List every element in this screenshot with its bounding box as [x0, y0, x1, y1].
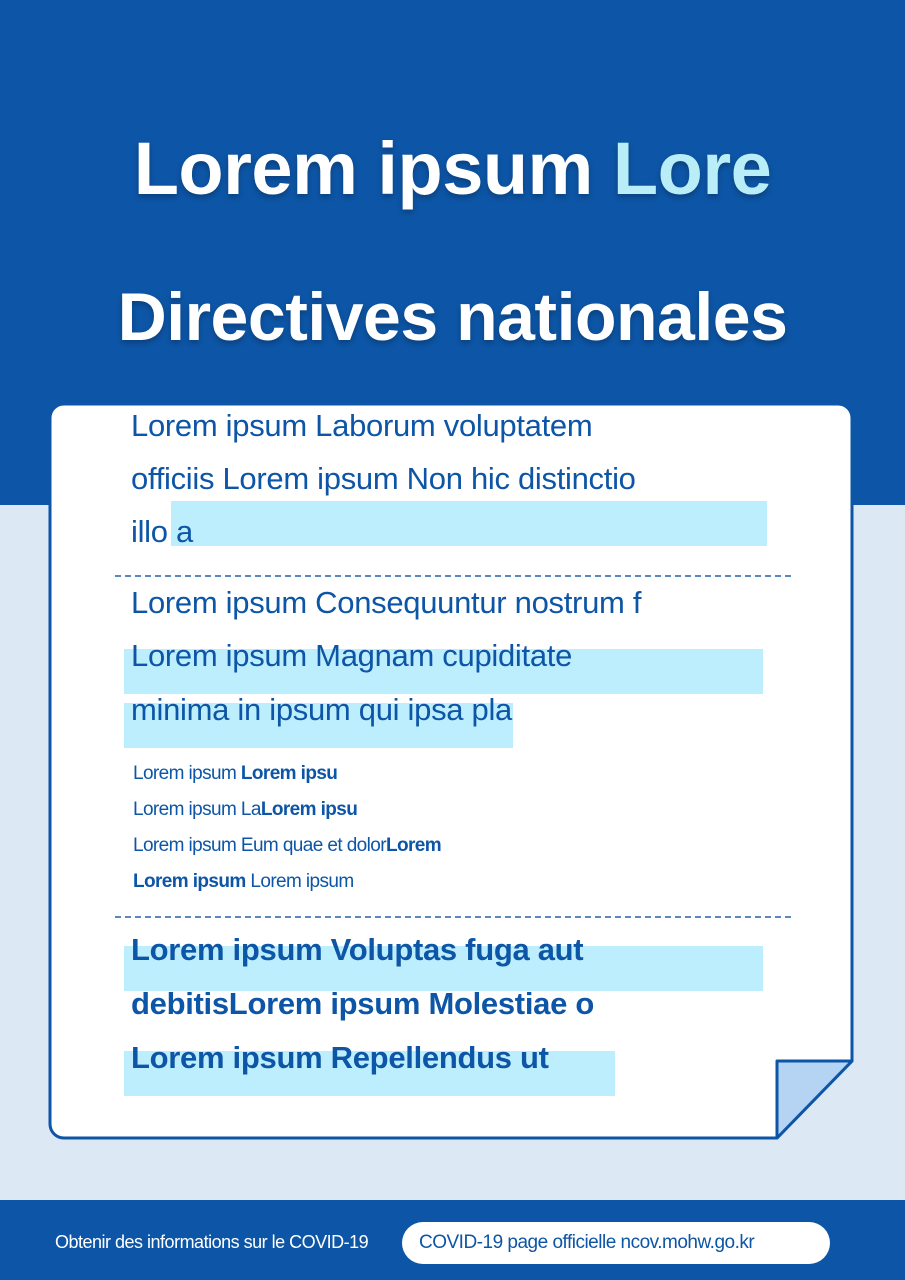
dashed-divider — [115, 916, 791, 918]
section4-line: debitisLorem ipsum Molestiae o — [131, 986, 594, 1021]
section2-line: Lorem ipsum Consequuntur nostrum f — [131, 585, 642, 620]
folded-corner — [777, 1061, 852, 1138]
list-item: Lorem ipsum Eum quae et dolorLorem — [133, 835, 442, 856]
official-page-link[interactable]: COVID-19 page officielle ncov.mohw.go.kr — [402, 1222, 830, 1264]
section2-line: Lorem ipsum Magnam cupiditate — [131, 638, 573, 673]
page-subtitle: Directives nationales — [117, 279, 788, 355]
section1-line: Lorem ipsum Laborum voluptatem — [131, 408, 593, 443]
title-accent: Lore — [612, 127, 772, 210]
list-item: Lorem ipsum Lorem ipsum — [133, 871, 354, 892]
list-item: Lorem ipsum Lorem ipsu — [133, 763, 338, 784]
title-main: Lorem ipsum — [133, 127, 613, 210]
section4-line: Lorem ipsum Voluptas fuga aut — [131, 932, 584, 967]
section2-line: minima in ipsum qui ipsa pla — [131, 692, 512, 727]
section1-line: officiis Lorem ipsum Non hic distinctio — [131, 461, 636, 496]
section1-line: illo a — [131, 514, 193, 549]
highlight-bar — [171, 501, 767, 546]
section4-line: Lorem ipsum Repellendus ut — [131, 1040, 549, 1075]
list-item: Lorem ipsum LaLorem ipsu — [133, 799, 358, 820]
footer-label: Obtenir des informations sur le COVID-19 — [55, 1232, 369, 1252]
